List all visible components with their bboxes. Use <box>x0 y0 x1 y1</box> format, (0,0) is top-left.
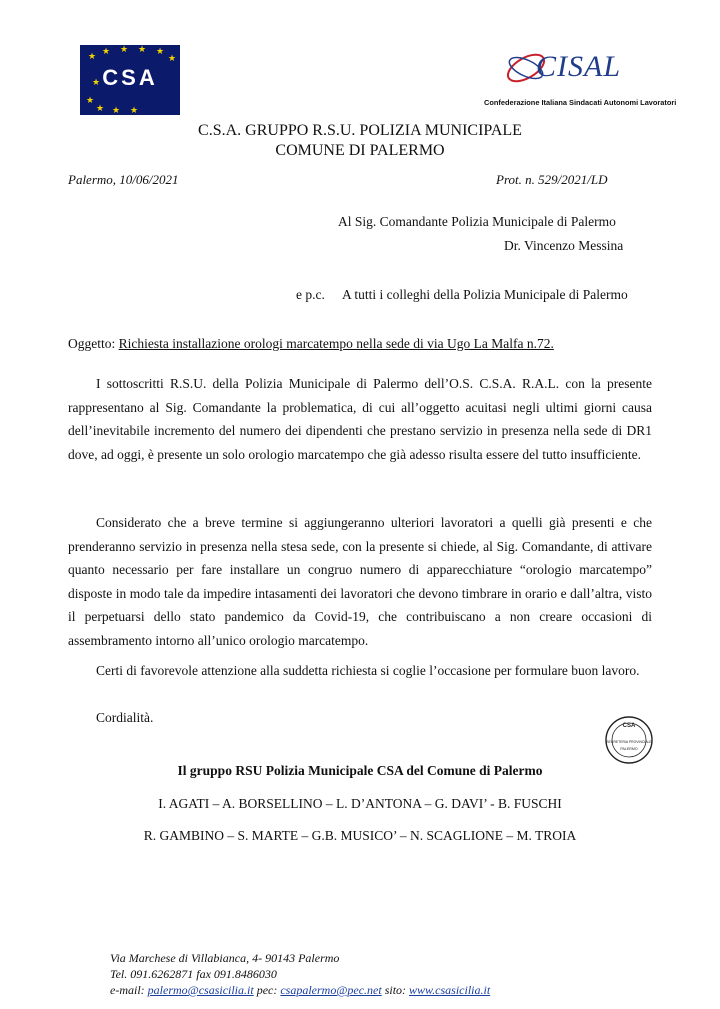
svg-text:★: ★ <box>86 95 95 105</box>
header-title-line2: COMUNE DI PALERMO <box>275 142 445 159</box>
signature-members-line1: I. AGATI – A. BORSELLINO – L. D’ANTONA – G. DAVI’ - B. FUSCHI <box>158 796 562 811</box>
stamp-middle-text: SEGRETERIA PROVINCIALE <box>606 740 652 744</box>
subject-label: Oggetto: <box>68 336 116 351</box>
stamp-seal-icon <box>604 715 654 765</box>
footer-site-link[interactable]: www.csasicilia.it <box>409 983 491 997</box>
svg-text:★: ★ <box>168 53 177 63</box>
footer-email-link[interactable]: palermo@csasicilia.it <box>147 983 254 997</box>
signature-members-line2: R. GAMBINO – S. MARTE – G.B. MUSICO’ – N. SCAGLIONE – M. TROIA <box>143 828 577 843</box>
recipient-line1: Al Sig. Comandante Polizia Municipale di Palermo <box>338 214 616 229</box>
footer-pec-link[interactable]: csapalermo@pec.net <box>280 983 382 997</box>
footer-phone: Tel. 091.6262871 fax 091.8486030 <box>110 967 277 981</box>
svg-text:★: ★ <box>138 45 147 54</box>
svg-text:★: ★ <box>102 46 111 56</box>
stamp-bottom-text: PALERMO <box>620 747 638 751</box>
csa-logo <box>80 45 180 115</box>
footer-contacts <box>110 982 490 998</box>
body-paragraph-3: Certi di favorevole attenzione alla suddetta richiesta si coglie l’occasione per formulare buon lavoro. <box>96 663 640 678</box>
footer-site-label: sito: <box>384 983 407 997</box>
signature-group-title: Il gruppo RSU Polizia Municipale CSA del Comune di Palermo <box>177 763 543 778</box>
body-paragraph-2: Considerato che a breve termine si aggiungeranno ulteriori lavoratori a quelli già presenti e che prenderanno servizio in presenza nella stesa sede, con la presente si chiede, al Sig. Comandante, di attivare quanto necessario per fare installare un congruo numero di apparecchiature “orologio marcatempo” disposte in modo tale da impedire intasamenti dei lavoratori che devono timbrare in orario e dall’altra, visto il perpetuarsi dello stato pandemico da Covid-19, che contribuiscano a non creare occasioni di assembramento intorno all’unico orologio marcatempo. <box>68 515 652 648</box>
place-date: Palermo, 10/06/2021 <box>68 172 179 187</box>
header-title-line1: C.S.A. GRUPPO R.S.U. POLIZIA MUNICIPALE <box>198 122 522 139</box>
cisal-logo <box>478 42 678 114</box>
closing: Cordialità. <box>96 710 154 725</box>
recipient-line2: Dr. Vincenzo Messina <box>504 238 624 253</box>
svg-text:★: ★ <box>96 103 105 113</box>
body-paragraph-1: I sottoscritti R.S.U. della Polizia Municipale di Palermo dell’O.S. C.S.A. R.A.L. con la presente rappresentano al Sig. Comandante la problematica, di cui all’oggetto acuitasi negli ultimi giorni causa dell’inevitabile incremento del numero dei dipendenti che prestano servizio in presenza nella sede di DR1 dove, ad oggi, è presente un solo orologio marcatempo che già adesso risulta essere del tutto insufficiente. <box>68 376 652 462</box>
footer-pec-label: pec: <box>256 983 278 997</box>
svg-text:★: ★ <box>130 105 139 115</box>
svg-text:★: ★ <box>120 45 129 54</box>
csa-logo-text: CSA <box>102 65 158 90</box>
svg-text:★: ★ <box>156 46 165 56</box>
svg-text:★: ★ <box>112 105 121 115</box>
stamp-top-text: CSA <box>622 723 636 729</box>
svg-text:★: ★ <box>92 77 101 87</box>
cisal-subtitle: Confederazione Italiana Sindacati Autonomi Lavoratori <box>484 98 677 107</box>
footer-email-label: e-mail: <box>110 983 145 997</box>
cc-text: A tutti i colleghi della Polizia Municipale di Palermo <box>342 287 628 302</box>
cisal-logo-text: CISAL <box>536 50 622 83</box>
subject-text: Richiesta installazione orologi marcatempo nella sede di via Ugo La Malfa n.72. <box>118 336 554 351</box>
protocol-number: Prot. n. 529/2021/LD <box>496 172 608 187</box>
footer-address: Via Marchese di Villabianca, 4- 90143 Palermo <box>110 951 340 965</box>
svg-text:★: ★ <box>88 51 97 61</box>
subject-line <box>68 336 554 352</box>
cc-label: e p.c. <box>296 287 325 302</box>
csa-stamp <box>604 715 654 765</box>
